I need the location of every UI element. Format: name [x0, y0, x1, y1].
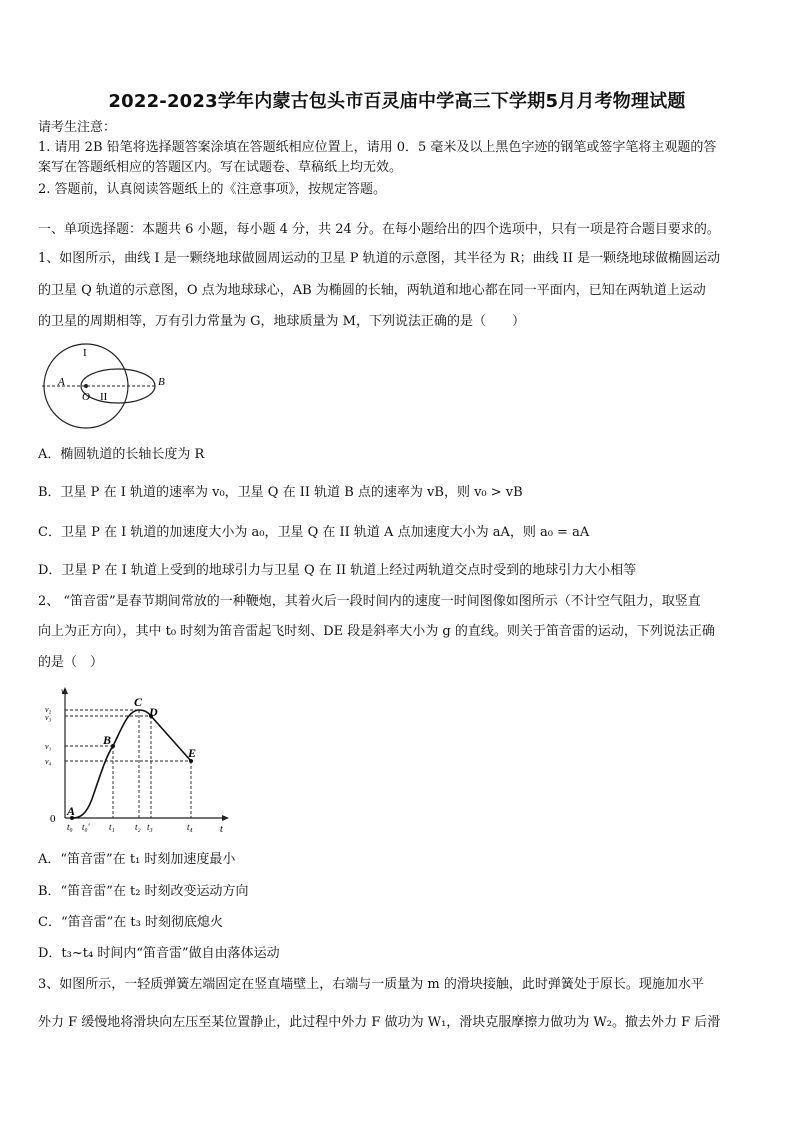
q2-option-a[interactable]: A．“笛音雷”在 t₁ 时刻加速度最小 [38, 852, 236, 867]
orbit-diagram [38, 340, 178, 430]
notice-item1-line2: 案写在答题纸相应的答题区内。写在试题卷、草稿纸上均无效。 [38, 160, 403, 175]
y-tick-v3: v₃ [45, 713, 52, 722]
origin-label: 0 [50, 813, 56, 825]
q1-option-d[interactable]: D．卫星 P 在 I 轨道上受到的地球引力与卫星 Q 在 II 轨道上经过两轨道交点时受到的地球引力大小相等 [38, 563, 637, 578]
vt-graph [40, 684, 240, 839]
q3-stem-line2: 外力 F 缓慢地将滑块向左压至某位置静止，此过程中外力 F 做功为 W₁，滑块克服摩擦力做功为 W₂。撤去外力 F 后滑 [38, 1015, 721, 1030]
q1-stem-line2: 的卫星 Q 轨道的示意图，O 点为地球球心，AB 为椭圆的长轴，两轨道和地心都在同一平面内，已知在两轨道上运动 [38, 283, 706, 298]
velocity-curve [72, 710, 191, 818]
q2-stem-line1: 2、 “笛音雷”是春节期间常放的一种鞭炮，其着火后一段时间内的速度一时间图像如图所示（不计空气阻力，取竖直 [38, 594, 701, 609]
q1-option-b[interactable]: B．卫星 P 在 I 轨道的速率为 v₀，卫星 Q 在 II 轨道 B 点的速率为 vB，则 v₀ > vB [38, 485, 523, 500]
point-e-label: E [188, 746, 197, 760]
q2-option-c[interactable]: C．“笛音雷”在 t₃ 时刻彻底熄火 [38, 915, 223, 930]
label-B: B [158, 376, 165, 388]
y-tick-v4: v₄ [45, 757, 52, 766]
q2-option-d[interactable]: D．t₃~t₄ 时间内“笛音雷”做自由落体运动 [38, 946, 280, 961]
point-c-label: C [134, 695, 143, 709]
q2-stem-line3: 的是（ ） [38, 655, 104, 670]
label-I: I [83, 347, 87, 359]
q2-stem-line2: 向上为正方向），其中 t₀ 时刻为笛音雷起飞时刻、DE 段是斜率大小为 g 的直线。则关于笛音雷的运动，下列说法正确 [38, 624, 715, 639]
q1-option-c[interactable]: C．卫星 P 在 I 轨道的加速度大小为 a₀，卫星 Q 在 II 轨道 A 点加速度大小为 aA，则 a₀ = aA [38, 525, 590, 540]
section-heading: 一、单项选择题：本题共 6 小题，每小题 4 分，共 24 分。在每小题给出的四个选项中，只有一项是符合题目要求的。 [38, 222, 720, 237]
q1-option-a[interactable]: A．椭圆轨道的长轴长度为 R [38, 447, 205, 462]
notice-item1-line1: 1. 请用 2B 铅笔将选择题答案涂填在答题纸相应位置上，请用 0．5 毫米及以上黑色字迹的钢笔或签字笔将主观题的答 [38, 140, 717, 155]
point-b-dot [111, 744, 115, 748]
label-A: A [58, 376, 65, 388]
x-tick-t3: t₃ [147, 822, 153, 832]
label-O: O [82, 391, 90, 403]
x-tick-t4: t₄ [187, 822, 193, 832]
y-tick-v2: v₂ [45, 705, 52, 714]
x-tick-t0-prime: t₀' [82, 822, 90, 832]
x-tick-t0: t₀ [67, 822, 73, 832]
x-tick-t1: t₁ [109, 822, 115, 832]
t-axis-label: t [220, 824, 223, 835]
earth-center-dot [84, 384, 88, 388]
q1-stem-line3: 的卫星的周期相等，万有引力常量为 G，地球质量为 M，下列说法正确的是（ ） [38, 314, 525, 329]
notice-item2: 2. 答题前，认真阅读答题纸上的《注意事项》，按规定答题。 [38, 182, 387, 197]
notice-heading: 请考生注意： [38, 120, 117, 135]
v-axis-label: v [61, 686, 65, 696]
x-tick-t2: t₂ [135, 822, 141, 832]
label-II: II [100, 391, 108, 403]
t-axis-arrow [222, 815, 229, 821]
page-title: 2022-2023学年内蒙古包头市百灵庙中学高三下学期5月月考物理试题 [108, 91, 686, 112]
point-d-label: D [149, 705, 158, 719]
q3-stem-line1: 3、如图所示，一轻质弹簧左端固定在竖直墙壁上，右端与一质量为 m 的滑块接触，此时弹簧处于原长。现施加水平 [38, 977, 704, 992]
y-tick-v1: v₁ [45, 742, 52, 751]
point-b-label: B [103, 733, 112, 747]
q2-option-b[interactable]: B．“笛音雷”在 t₂ 时刻改变运动方向 [38, 884, 249, 899]
q1-stem-line1: 1、如图所示，曲线 I 是一颗绕地球做圆周运动的卫星 P 轨道的示意图，其半径为 R；曲线 II 是一颗绕地球做椭圆运动 [38, 251, 721, 266]
point-a-label: A [67, 804, 76, 818]
